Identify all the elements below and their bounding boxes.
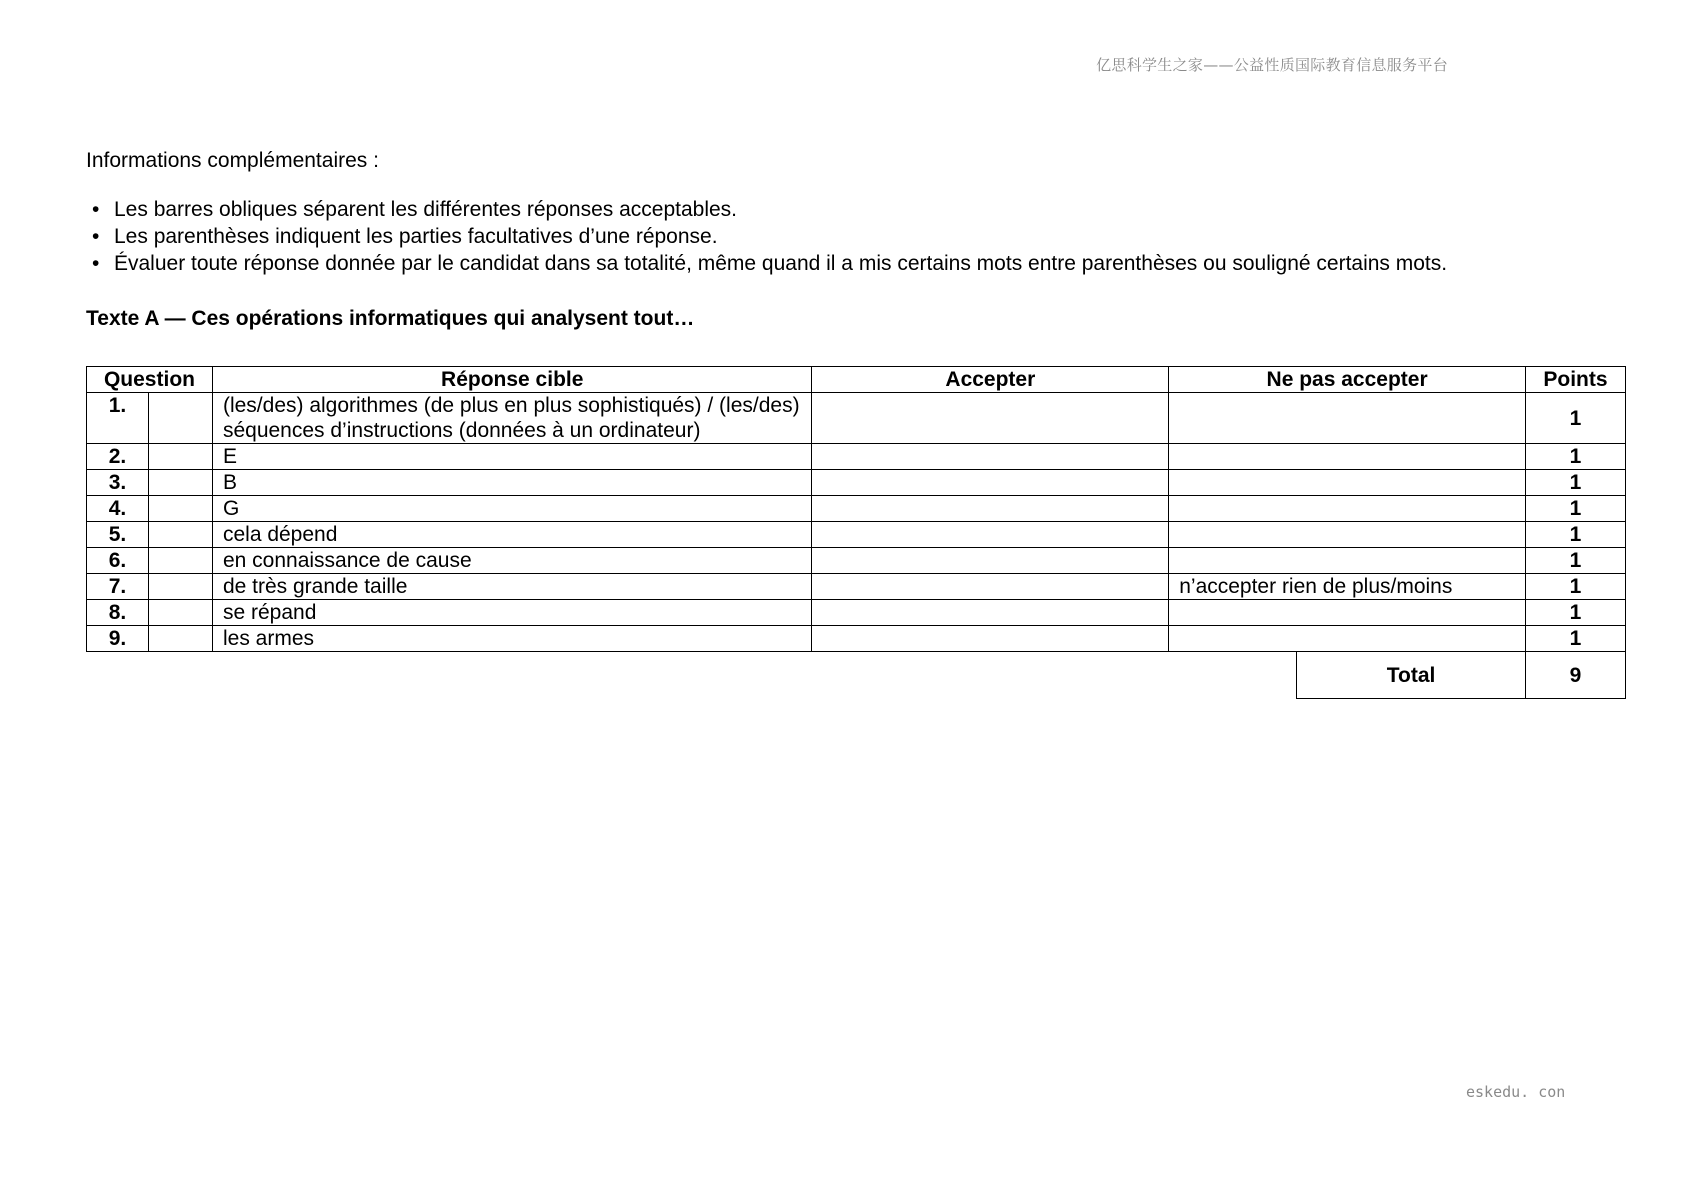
header-watermark: 亿思科学生之家——公益性质国际教育信息服务平台 — [1096, 56, 1448, 74]
points-cell: 1 — [1525, 522, 1625, 548]
header-answer: Réponse cible — [212, 367, 812, 393]
table-row — [87, 574, 1626, 600]
accept-cell — [812, 574, 1169, 600]
answer-cell: cela dépend — [212, 522, 812, 548]
table-row — [87, 600, 1626, 626]
question-number: 9. — [87, 626, 149, 652]
table-row — [87, 626, 1626, 652]
reject-cell — [1169, 470, 1526, 496]
reject-cell — [1169, 600, 1526, 626]
question-sub — [148, 470, 212, 496]
points-cell: 1 — [1525, 574, 1625, 600]
reject-cell — [1169, 548, 1526, 574]
question-sub — [148, 626, 212, 652]
header-accept: Accepter — [812, 367, 1169, 393]
header-reject: Ne pas accepter — [1169, 367, 1526, 393]
question-sub — [148, 574, 212, 600]
accept-cell — [812, 393, 1169, 444]
table-row — [87, 470, 1626, 496]
bullet-icon: • — [92, 198, 100, 221]
accept-cell — [812, 548, 1169, 574]
section-title: Texte A — Ces opérations informatiques qui analysent tout… — [86, 307, 695, 330]
total-value: 9 — [1525, 652, 1625, 699]
reject-cell — [1169, 393, 1526, 444]
reject-cell — [1169, 522, 1526, 548]
note-text: Évaluer toute réponse donnée par le candidat dans sa totalité, même quand il a mis certains mots entre parenthèses ou souligné certains mots. — [114, 252, 1448, 275]
table-row — [87, 522, 1626, 548]
table-row — [87, 496, 1626, 522]
question-sub — [148, 522, 212, 548]
points-cell: 1 — [1525, 444, 1625, 470]
question-sub — [148, 548, 212, 574]
question-number: 2. — [87, 444, 149, 470]
question-sub — [148, 444, 212, 470]
accept-cell — [812, 626, 1169, 652]
accept-cell — [812, 444, 1169, 470]
accept-cell — [812, 496, 1169, 522]
answer-cell: G — [212, 496, 812, 522]
points-cell: 1 — [1525, 548, 1625, 574]
accept-cell — [812, 522, 1169, 548]
reject-cell — [1169, 626, 1526, 652]
question-sub — [148, 600, 212, 626]
total-label: Total — [1297, 652, 1526, 699]
question-sub — [148, 393, 212, 444]
notes-list — [86, 196, 1626, 277]
answer-cell: B — [212, 470, 812, 496]
question-number: 4. — [87, 496, 149, 522]
note-item — [86, 250, 1626, 277]
bullet-icon: • — [92, 225, 100, 248]
answer-cell: de très grande taille — [212, 574, 812, 600]
intro-heading: Informations complémentaires : — [86, 149, 379, 172]
header-question: Question — [87, 367, 213, 393]
accept-cell — [812, 600, 1169, 626]
table-row — [87, 548, 1626, 574]
question-number: 7. — [87, 574, 149, 600]
points-cell: 1 — [1525, 600, 1625, 626]
points-cell: 1 — [1525, 496, 1625, 522]
reject-cell — [1169, 444, 1526, 470]
answer-cell: E — [212, 444, 812, 470]
page-content — [86, 146, 1626, 687]
question-number: 6. — [87, 548, 149, 574]
reject-cell: n’accepter rien de plus/moins — [1169, 574, 1526, 600]
footer-watermark: eskedu. con — [1466, 1083, 1566, 1101]
question-number: 3. — [87, 470, 149, 496]
answer-cell: en connaissance de cause — [212, 548, 812, 574]
question-sub — [148, 496, 212, 522]
question-number: 8. — [87, 600, 149, 626]
header-points: Points — [1525, 367, 1625, 393]
accept-cell — [812, 470, 1169, 496]
answer-cell: se répand — [212, 600, 812, 626]
answer-cell: (les/des) algorithmes (de plus en plus sophistiqués) / (les/des) séquences d’instructions (données à un ordinateur) — [212, 393, 812, 444]
table-header-row — [87, 367, 1626, 393]
points-cell: 1 — [1525, 393, 1625, 444]
table-row — [87, 393, 1626, 444]
points-cell: 1 — [1525, 470, 1625, 496]
note-item — [86, 196, 1626, 223]
bullet-icon: • — [92, 252, 100, 275]
question-number: 1. — [87, 393, 149, 444]
points-cell: 1 — [1525, 626, 1625, 652]
note-text: Les barres obliques séparent les différentes réponses acceptables. — [114, 198, 737, 221]
question-number: 5. — [87, 522, 149, 548]
note-item — [86, 223, 1626, 250]
reject-cell — [1169, 496, 1526, 522]
answer-cell: les armes — [212, 626, 812, 652]
total-spacer — [87, 652, 1297, 699]
scoring-table — [86, 366, 1626, 699]
table-row — [87, 444, 1626, 470]
note-text: Les parenthèses indiquent les parties facultatives d’une réponse. — [114, 225, 718, 248]
total-row — [87, 652, 1626, 699]
